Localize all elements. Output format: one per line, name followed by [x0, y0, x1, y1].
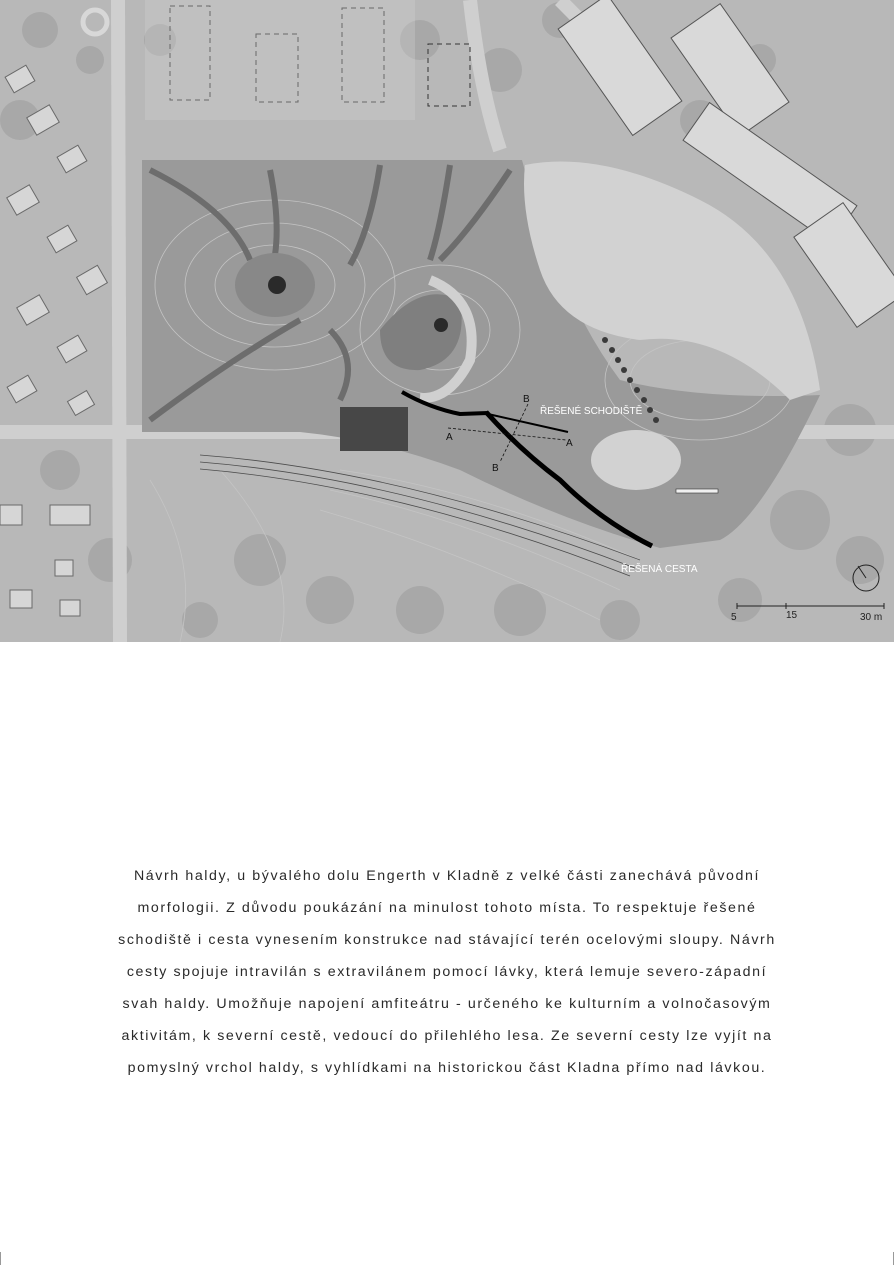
description-line-2: morfologii. Z důvodu poukázání na minulost tohoto místa. To respektuje řešené [137, 900, 757, 916]
scale-label-30: 30 m [860, 612, 883, 623]
stairs-label: ŘEŠENÉ SCHODIŠTĚ [540, 406, 643, 417]
section-b-top: B [523, 394, 530, 405]
meadow-lower [591, 430, 681, 490]
description-line-1: Návrh haldy, u bývalého dolu Engerth v Kladně z velké části zanechává původní [133, 868, 761, 884]
description-line-6: aktivitám, k severní cestě, vedoucí do přilehlého lesa. Ze severní cesty lze vyjít na [121, 1028, 773, 1044]
crop-mark-left [0, 1252, 1, 1265]
summit-west-pit [268, 276, 286, 294]
project-description [60, 860, 834, 1084]
scale-label-5: 5 [731, 612, 737, 623]
field-area [145, 0, 415, 120]
description-line-4: cesty spojuje intravilán s extravilánem pomocí lávky, která lemuje severo-západní [126, 964, 768, 980]
path-label: ŘEŠENÁ CESTA [621, 564, 698, 575]
description-line-3: schodiště i cesta vynesením konstrukce nad stávající terén ocelovými sloupy. Návrh [118, 932, 776, 948]
description-line-7: pomyslný vrchol haldy, s vyhlídkami na historickou část Kladna přímo nad lávkou. [127, 1060, 767, 1076]
section-a-left: A [446, 432, 453, 443]
dark-plaza [340, 407, 408, 451]
scale-label-15: 15 [786, 610, 798, 621]
footbridge [676, 489, 718, 493]
description-line-5: svah haldy. Umožňuje napojení amfiteátru - určeného ke kulturním a volnočasovým [122, 996, 772, 1012]
section-a-right: A [566, 438, 573, 449]
section-b-bottom: B [492, 463, 499, 474]
amphitheatre-center [434, 318, 448, 332]
